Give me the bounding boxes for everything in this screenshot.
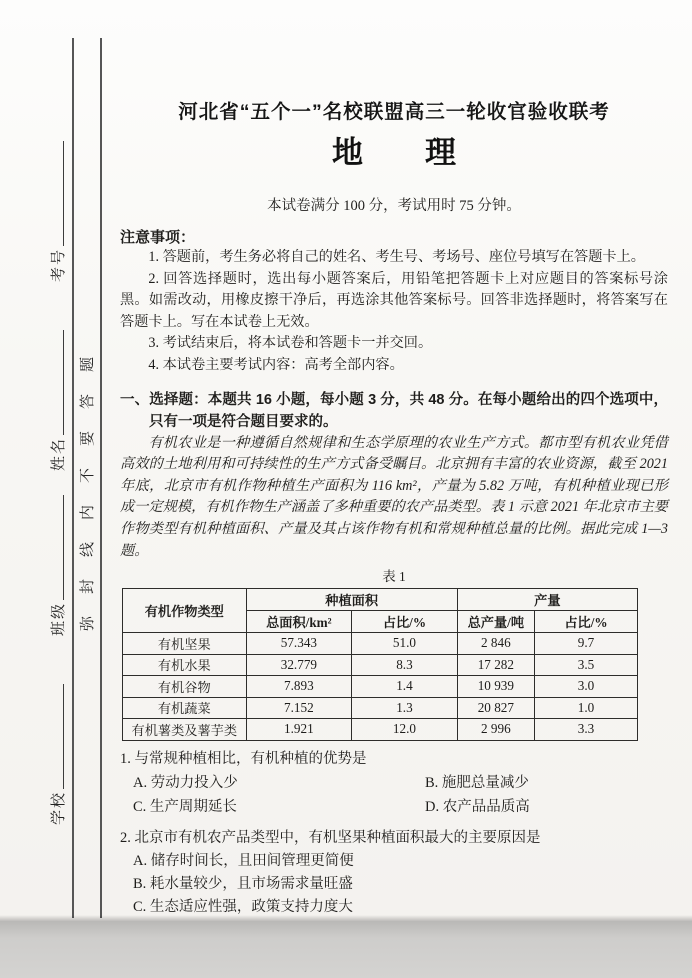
- question-2-stem: [120, 827, 668, 850]
- seal-warning-text: 弥封线内不要答题: [80, 335, 96, 632]
- area-cell: 32.779: [246, 654, 352, 676]
- question-1-options: [120, 771, 668, 820]
- main-content: [120, 96, 668, 969]
- option-a-label: A.: [133, 852, 148, 869]
- student-name-label: 姓名: [50, 436, 67, 471]
- seal-border-line-outer: [100, 38, 102, 918]
- output-cell: 10 939: [457, 676, 534, 698]
- area-pct-cell: 12.0: [352, 719, 458, 741]
- area-pct-cell: 51.0: [352, 633, 458, 655]
- output-pct-cell: 3.5: [534, 654, 637, 676]
- option-b: [425, 771, 668, 796]
- scan-edge-strip: [0, 921, 692, 978]
- option-c-label: C.: [133, 799, 147, 816]
- option-a-text: 储存时间长，且田间管理更简便: [150, 852, 354, 869]
- crop-type-cell: 有机谷物: [123, 676, 247, 698]
- exam-info: 本试卷满分 100 分，考试用时 75 分钟。: [267, 198, 521, 214]
- question-1-stem: [120, 748, 668, 771]
- area-cell: 7.152: [246, 697, 352, 719]
- table-group-header-output: 产量: [457, 589, 637, 611]
- class-field: [47, 466, 67, 636]
- table-row: [123, 697, 638, 719]
- notice-item-1: 1. 答题前，考生务必将自己的姓名、考生号、考场号、座位号填写在答题卡上。: [148, 249, 645, 265]
- option-b-label: B.: [133, 875, 147, 892]
- notice-heading: 注意事项：: [120, 229, 196, 246]
- student-name-field: [47, 301, 67, 471]
- output-cell: 20 827: [457, 697, 534, 719]
- option-d: [425, 795, 668, 820]
- output-pct-cell: 3.3: [534, 719, 637, 741]
- question-intro-paragraph: 有机农业是一种遵循自然规律和生态学原理的农业生产方式。都市型有机农业凭借高效的土地利用和可持续性的生产方式备受瞩目。北京拥有丰富的农业资源，截至 2021 年底，北京市有机作物种植生产面积为 116 km²，产量为 5.82 万吨，有机种植业现已形成一定规模，有机作物生产涵盖了多种重要的农产品类型。表 1 示意 2021 年北京市主要作物类型有机种植面积、产量及其占该作物有机和常规种植总量的比例。据此完成 1—3 题。: [120, 434, 668, 559]
- exam-number-label: 考号: [50, 247, 67, 282]
- crop-data-table: [122, 588, 638, 741]
- output-pct-cell: 1.0: [534, 697, 637, 719]
- school-blank-line: [50, 684, 64, 789]
- question-2-stem-text: 北京市有机农产品类型中，有机坚果种植面积最大的主要原因是: [134, 829, 541, 846]
- option-c-label: C.: [133, 899, 147, 916]
- question-1-number: 1.: [120, 750, 131, 767]
- option-c: [133, 896, 668, 919]
- notice-item-4: 4. 本试卷主要考试内容：高考全部内容。: [148, 356, 404, 373]
- table-group-header-area: 种植面积: [246, 589, 457, 611]
- output-cell: 17 282: [457, 654, 534, 676]
- class-label: 班级: [50, 601, 67, 636]
- crop-type-cell: 有机蔬菜: [123, 697, 247, 719]
- subject-title: 地 理: [332, 135, 456, 170]
- area-cell: 57.343: [246, 633, 352, 655]
- table-caption: 表 1: [382, 569, 406, 585]
- question-1-stem-text: 与常规种植相比，有机种植的优势是: [134, 750, 367, 767]
- option-c-text: 生产周期延长: [149, 799, 237, 816]
- option-a: [133, 850, 668, 873]
- option-b-text: 施肥总量减少: [441, 774, 529, 791]
- table-subheader-total-area: 总面积/km²: [246, 611, 352, 633]
- seal-border-line-inner: [72, 38, 74, 918]
- school-label: 学校: [50, 790, 67, 825]
- area-cell: 1.921: [246, 719, 352, 741]
- question-1: [120, 748, 668, 820]
- exam-number-blank-line: [50, 141, 64, 246]
- option-c-text: 生态适应性强，政策支持力度大: [149, 899, 353, 916]
- option-b-label: B.: [425, 774, 439, 791]
- crop-type-cell: 有机水果: [123, 654, 247, 676]
- option-d-label: D.: [425, 799, 440, 816]
- notice-item-2: 2. 回答选择题时，选出每小题答案后，用铅笔把答题卡上对应题目的答案标号涂黑。如需改动，用橡皮擦干净后，再选涂其他答案标号。回答非选择题时，将答案写在答题卡上。写在本试卷上无效。: [120, 270, 668, 330]
- option-a: [133, 771, 425, 796]
- class-blank-line: [50, 495, 64, 600]
- output-pct-cell: 3.0: [534, 676, 637, 698]
- table-header-row-groups: [123, 589, 638, 611]
- section-heading: 一、选择题：本题共 16 小题，每小题 3 分，共 48 分。在每小题给出的四个选项中，只有一项是符合题目要求的。: [120, 391, 668, 430]
- output-cell: 2 996: [457, 719, 534, 741]
- exam-title: 河北省“五个一”名校联盟高三一轮收官验收联考: [178, 101, 610, 123]
- table-row: [123, 654, 638, 676]
- table-corner-header: 有机作物类型: [123, 589, 247, 633]
- table-row: [123, 633, 638, 655]
- area-cell: 7.893: [246, 676, 352, 698]
- table-row: [123, 719, 638, 741]
- option-b-text: 耗水量较少，且市场需求量旺盛: [149, 875, 353, 892]
- output-cell: 2 846: [457, 633, 534, 655]
- option-c: [133, 795, 425, 820]
- option-b: [133, 873, 668, 896]
- area-pct-cell: 1.3: [352, 697, 458, 719]
- area-pct-cell: 1.4: [352, 676, 458, 698]
- option-a-text: 劳动力投入少: [150, 774, 238, 791]
- table-subheader-output-pct: 占比/%: [534, 611, 637, 633]
- question-2-number: 2.: [120, 829, 131, 846]
- option-a-label: A.: [133, 774, 148, 791]
- crop-type-cell: 有机薯类及薯芋类: [123, 719, 247, 741]
- area-pct-cell: 8.3: [352, 654, 458, 676]
- table-row: [123, 676, 638, 698]
- table-subheader-area-pct: 占比/%: [352, 611, 458, 633]
- crop-type-cell: 有机坚果: [123, 633, 247, 655]
- student-name-blank-line: [50, 330, 64, 435]
- output-pct-cell: 9.7: [534, 633, 637, 655]
- school-field: [47, 655, 67, 825]
- exam-number-field: [47, 112, 67, 282]
- table-subheader-total-output: 总产量/吨: [457, 611, 534, 633]
- notice-item-3: 3. 考试结束后，将本试卷和答题卡一并交回。: [148, 335, 433, 352]
- option-d-text: 农产品品质高: [442, 799, 530, 816]
